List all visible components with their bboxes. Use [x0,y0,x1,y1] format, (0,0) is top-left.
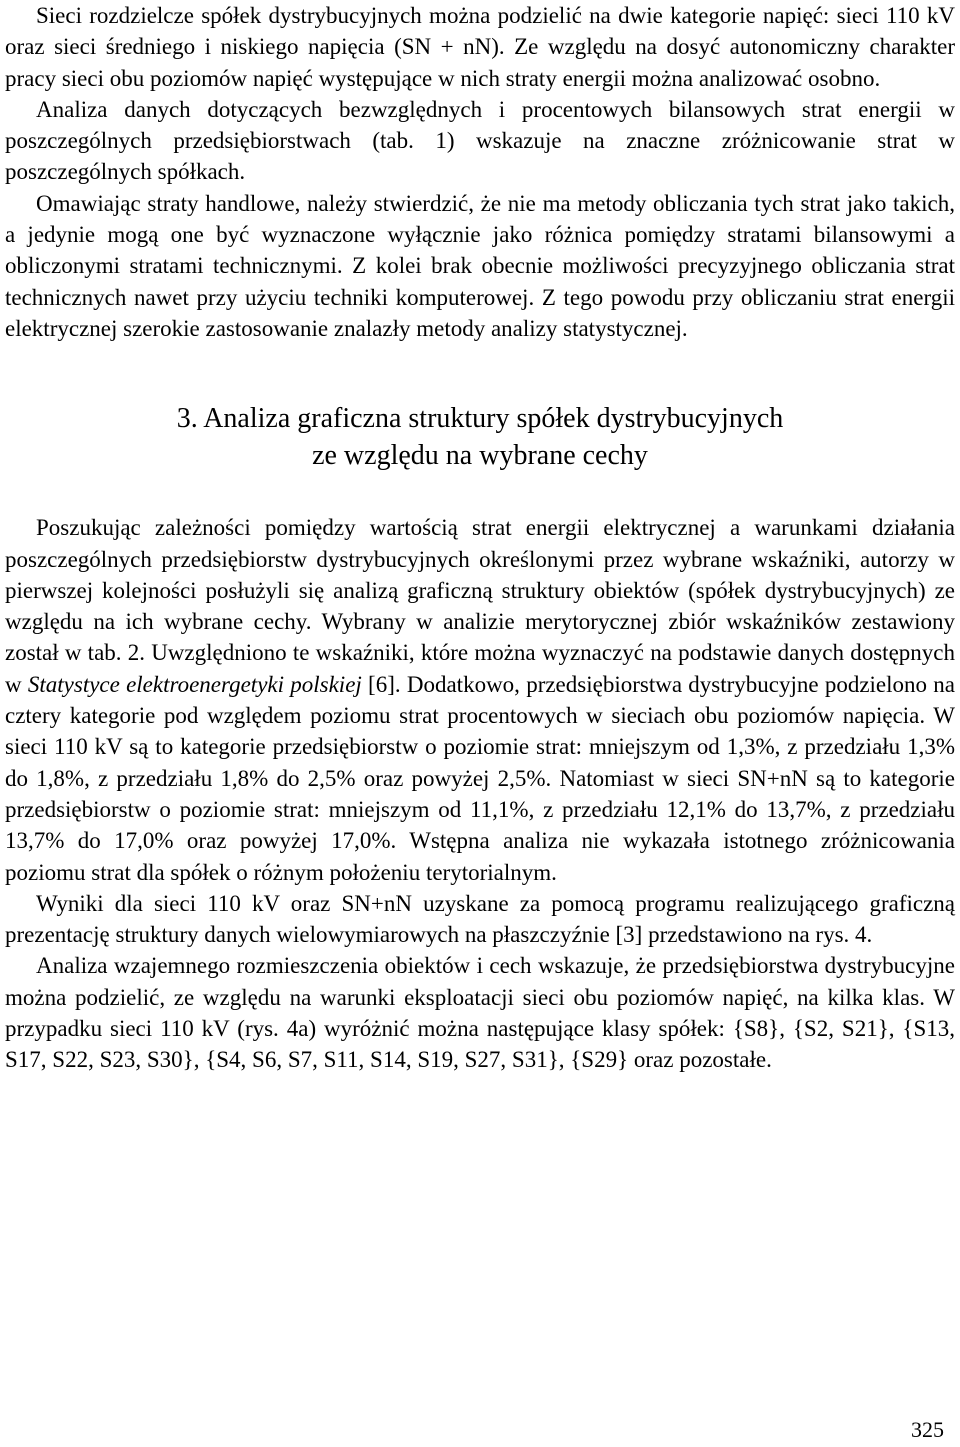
section-heading-line-1: 3. Analiza graficzna struktury spółek dystrybucyjnych [176,403,784,435]
paragraph-commercial-losses: Omawiając straty handlowe, należy stwierdzić, że nie ma metody obliczania tych strat jako takich, a jedynie mogą one być wyznaczone wyłącznie jako różnica pomiędzy stratami bilansowymi a obliczonymi stratami technicznymi. Z kolei brak obecnie możliwości precyzyjnego obliczania strat technicznych nawet przy użyciu techniki komputerowej. Z tego powodu przy obliczaniu strat energii elektrycznej szerokie zastosowanie znalazły metody analizy statystycznej. [5,190,955,341]
paragraph-graphical-analysis [5,512,955,888]
paragraph-results-presentation: Wyniki dla sieci 110 kV oraz SN+nN uzyskane za pomocą programu realizującego graficzną prezentację struktury danych wielowymiarowych na płaszczyźnie [3] przedstawiono na rys. 4. [5,890,955,948]
paragraph-loss-data-analysis: Analiza danych dotyczących bezwzględnych i procentowych bilansowych strat energii w poszczególnych przedsiębiorstwach (tab. 1) wskazuje na znaczne zróżnicowanie strat w poszczególnych spółkach. [5,96,955,185]
section-body [5,512,955,1075]
section-heading [5,400,955,474]
paragraph-class-analysis: Analiza wzajemnego rozmieszczenia obiektów i cech wskazuje, że przedsiębiorstwa dystrybucyjne można podzielić, ze względu na warunki eksploatacji sieci obu poziomów napięć, na kilka klas. W przypadku sieci 110 kV (rys. 4a) wyróżnić można następujące klasy spółek: {S8}, {S2, S21}, {S13, S17, S22, S23, S30}, {S4, S6, S7, S11, S14, S19, S27, S31}, {S29} oraz pozostałe. [5,953,955,1073]
section-heading-line-2: ze względu na wybrane cechy [312,440,648,472]
paragraph-distribution-voltage-categories: Sieci rozdzielcze spółek dystrybucyjnych można podzielić na dwie kategorie napięć: sieci 110 kV oraz sieci średniego i niskiego napięcia (SN + nN). Ze względu na dosyć autonomiczny charakter pracy sieci obu poziomów napięć występujące w nich straty energii można analizować osobno. [5,3,955,91]
paragraph-graphical-analysis-part-1: Poszukując zależności pomiędzy wartością strat energii elektrycznej a warunkami działania poszczególnych przedsiębiorstw dystrybucyjnych określonymi przez wybrane wskaźniki, autorzy w pierwszej kolejności posłużyli się analizą graficzną struktury obiektów (spółek dystrybucyjnych) ze względu na ich wybrane cechy. Wybrany w analizie merytorycznej zbiór wskaźników zestawiony został w tab. 2. Uwzględniono te wskaźniki, które można wyznaczyć na podstawie danych dostępnych w [5,515,955,697]
page-number: 325 [911,1417,944,1442]
publication-title: Statystyce elektroenergetyki polskiej [27,671,362,697]
paragraph-graphical-analysis-part-2: [6]. Dodatkowo, przedsiębiorstwa dystrybucyjne podzielono na cztery kategorie pod względem poziomu strat procentowych w sieciach obu poziomów napięcia. W sieci 110 kV są to kategorie przedsiębiorstw o poziomie strat: mniejszym od 1,3%, z przedziału 1,3% do 1,8%, z przedziału 1,8% do 2,5% oraz powyżej 2,5%. Natomiast w sieci SN+nN są to kategorie przedsiębiorstw o poziomie strat: mniejszym od 11,1%, z przedziału 12,1% do 13,7%, z przedziału 13,7% do 17,0% oraz powyżej 17,0%. Wstępna analiza nie wykazała istotnego zróżnicowania poziomu strat dla spółek o różnym położeniu terytorialnym. [5,671,955,885]
document-page [5,0,955,1076]
